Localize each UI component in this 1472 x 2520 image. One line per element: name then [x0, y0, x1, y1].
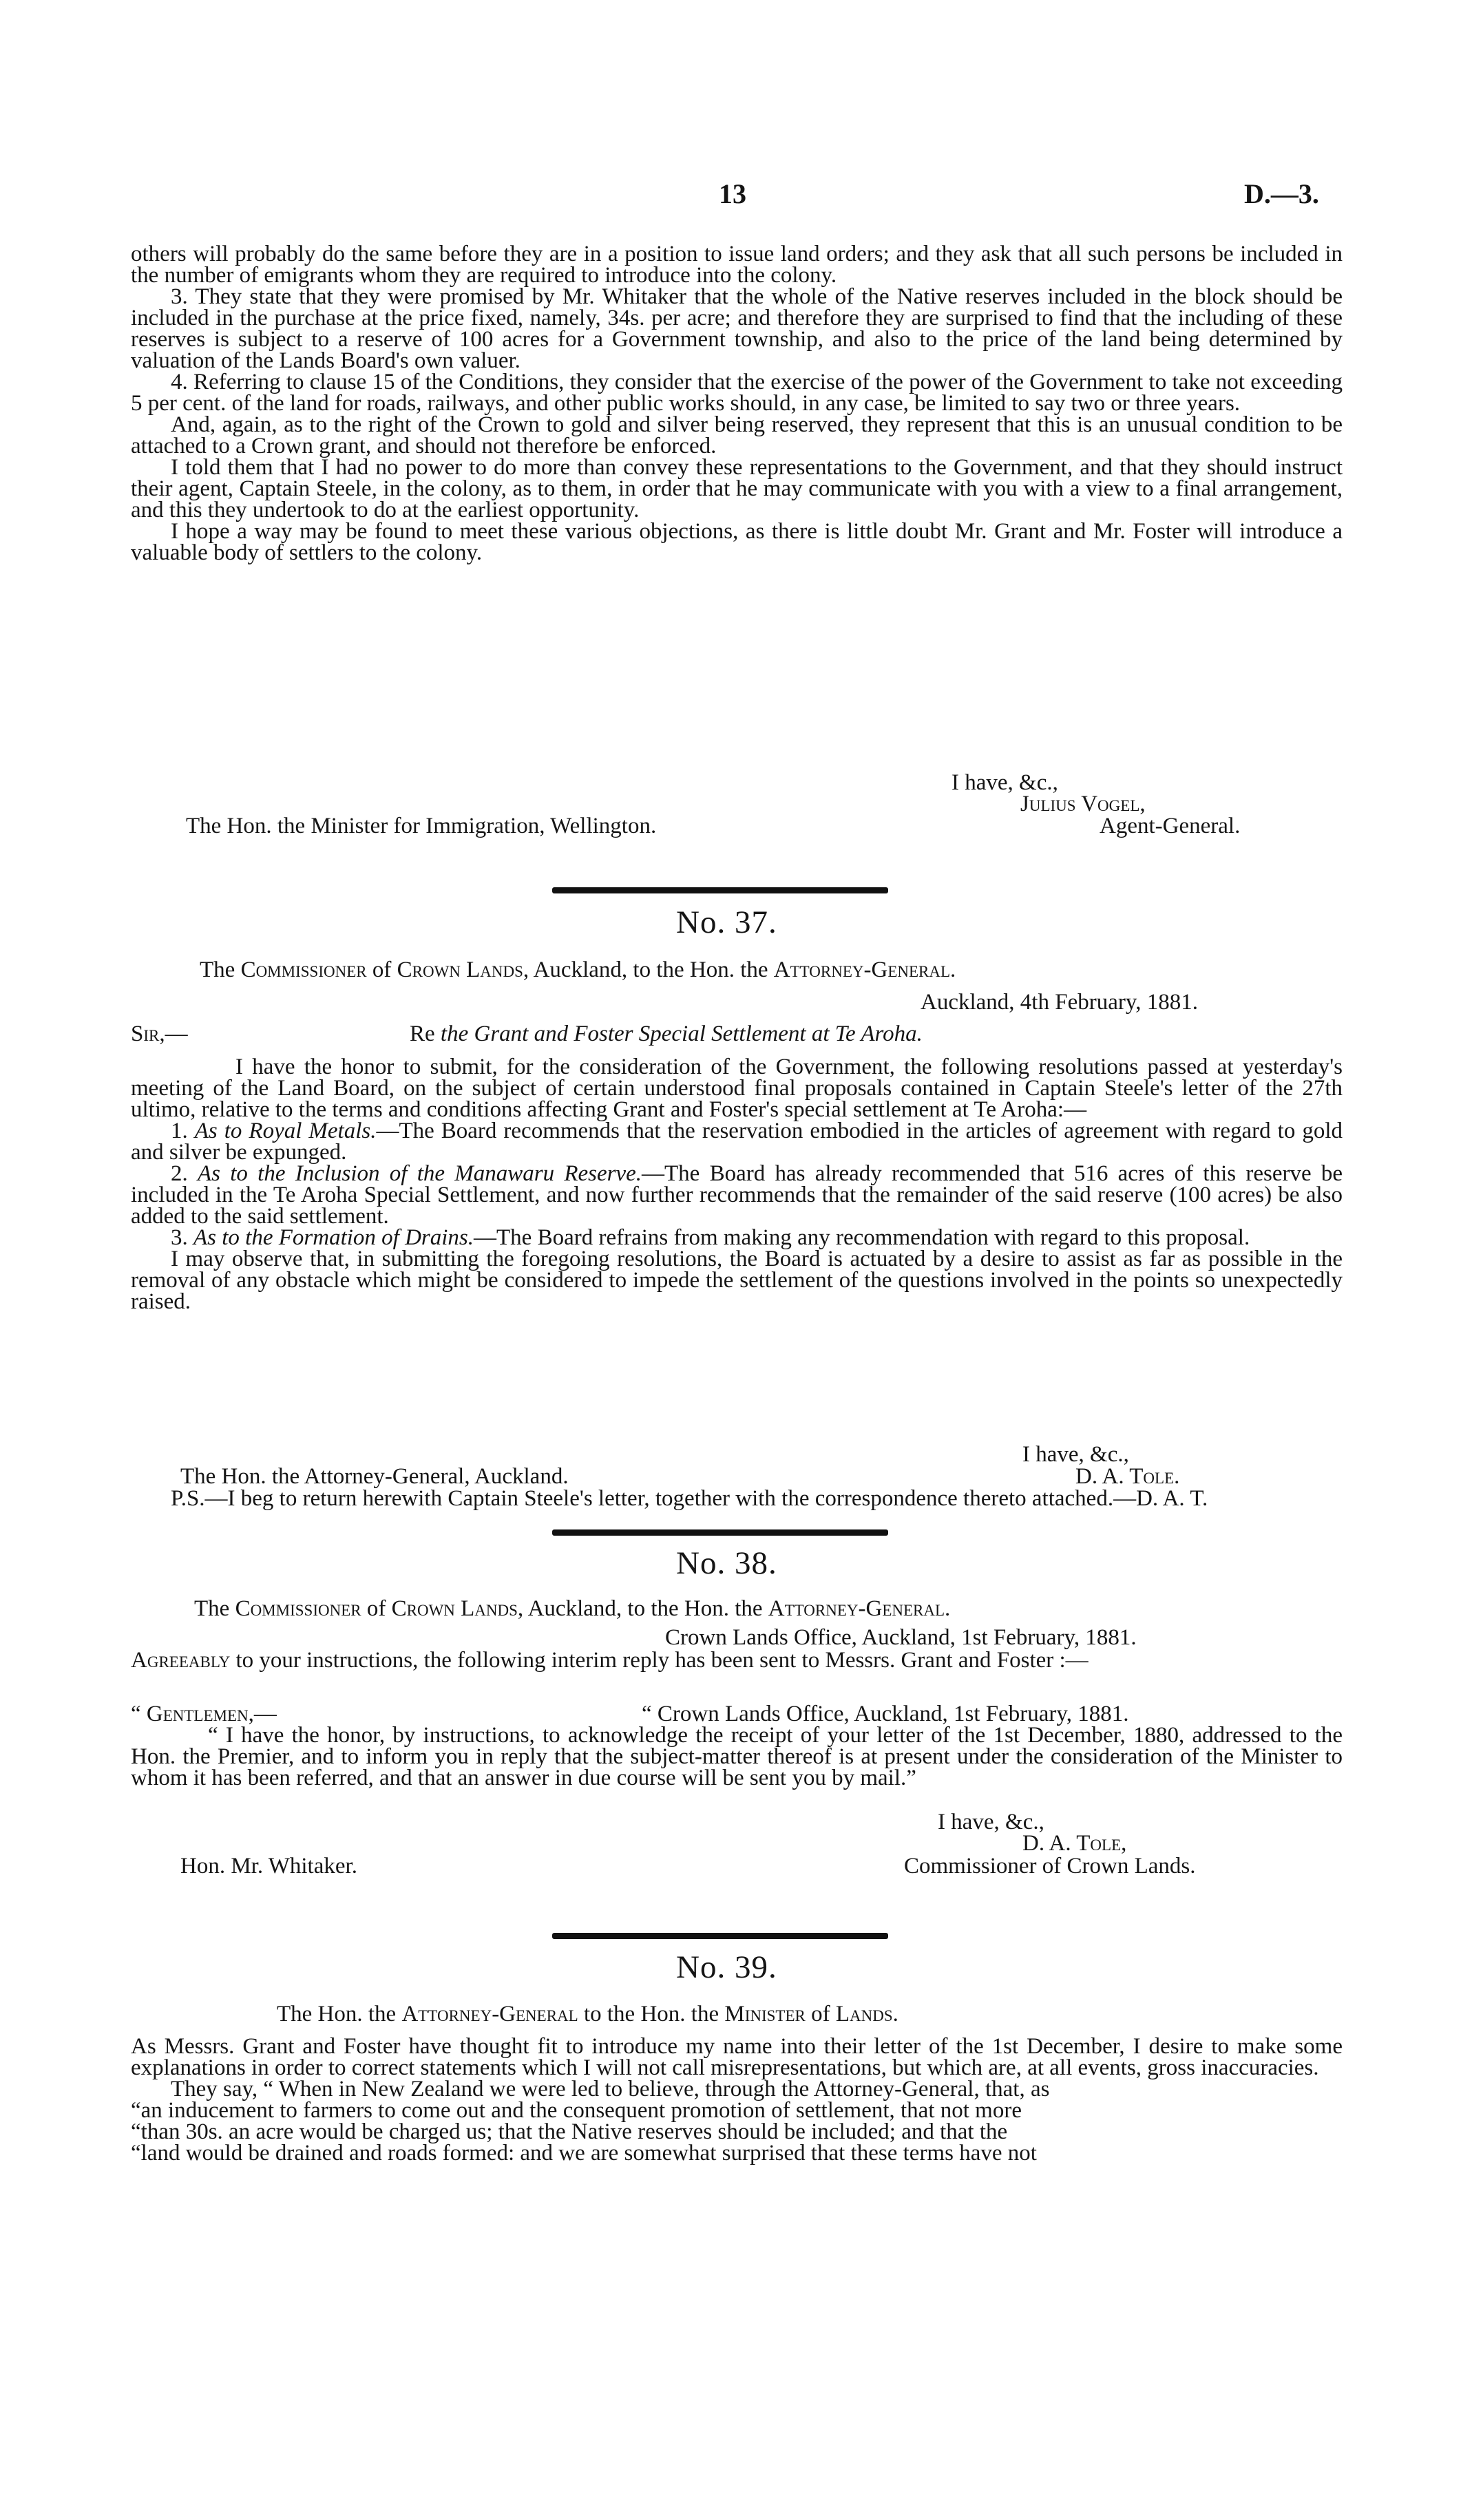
letter-38-opening-block [131, 1650, 1343, 1671]
heading-word: The [194, 1596, 230, 1621]
heading-word: The [200, 957, 235, 982]
quote-line [131, 2121, 1343, 2143]
continuation-paragraph-4: And, again, as to the right of the Crown to gold and silver being reserved, they represent that this is an unusual condition to be attached to a Crown grant, and should not therefore be enforced. [131, 412, 1343, 458]
item-text: —The Board refrains from making any recommendation with regard to this proposal. [474, 1225, 1250, 1250]
heading-word: to the Hon. the [583, 2002, 719, 2026]
heading-crown-lands: Crown Lands [391, 1596, 518, 1621]
section-divider [552, 1529, 888, 1536]
continuation-paragraph-3: 4. Referring to clause 15 of the Conditions, they consider that the exercise of the power of the Government to take not exceeding 5 per cent. of the land for roads, railways, and other public works should, in any case, be limited to say two or three years. [131, 370, 1343, 416]
letter-38-signatory-title: Commissioner of Crown Lands. [904, 1854, 1196, 1878]
quote-line-text: “land would be drained and roads formed: and we are somewhat surprised that these terms have not [131, 2141, 1037, 2166]
section-divider [552, 887, 888, 893]
heading-to: Attorney-General. [768, 1596, 951, 1621]
item-text: —The Board recommends that the reservation embodied in the articles of agreement with regard to gold and silver be expunged. [131, 1119, 1343, 1165]
opening-rest: to your instructions, the following interim reply has been sent to Messrs. Grant and Foster :— [230, 1648, 1089, 1673]
letter-37-place-date: Auckland, 4th February, 1881. [921, 990, 1198, 1015]
letter-38-closing: I have, &c., [938, 1810, 1044, 1834]
item-number: 3. [171, 1225, 188, 1250]
continuation-closing: I have, &c., [951, 770, 1058, 795]
heading-word: , Auckland, to the Hon. the [523, 957, 768, 982]
salutation: Sir,— [131, 1021, 188, 1046]
heading-word: of [372, 957, 392, 982]
heading-from: Commissioner [240, 957, 367, 982]
letter-37-item-3 [131, 1227, 1343, 1249]
letter-37-body [131, 1057, 1343, 1313]
continuation-signatory-title: Agent-General. [1100, 814, 1241, 838]
letter-39-paragraph-1: As Messrs. Grant and Foster have thought fit to introduce my name into their letter of the 1st December, I desire to make some explanations in order to correct statements which I will not call misrepresentations, but which are, at all events, gross inaccuracies. [131, 2034, 1343, 2080]
heading-word: of [366, 1596, 386, 1621]
letter-37-signatory: D. A. Tole. [1075, 1464, 1180, 1489]
letter-37-paragraph-1: I have the honor to submit, for the consideration of the Government, the following resolutions passed at yesterday's meeting of the Land Board, on the subject of certain understood final proposals contained in Captain Steele's letter of the 27th ultimo, relative to the terms and conditions affecting Grant and Foster's special settlement at Te Aroha:— [131, 1055, 1343, 1122]
letter-38-quote-place-date: “ Crown Lands Office, Auckland, 1st February, 1881. [642, 1702, 1129, 1726]
item-text: —The Board has already recommended that 516 acres of this reserve be included in the Te Aroha Special Settlement, and now further recommends that the remainder of the said reserve (100 acres) be also added to the said settlement. [131, 1161, 1343, 1229]
re-subject: the Grant and Foster Special Settlement at Te Aroha. [440, 1021, 923, 1046]
letter-38-heading [194, 1598, 950, 1620]
letter-38-quote-salutation: “ Gentlemen,— [131, 1702, 277, 1726]
quote-line-text: “an inducement to farmers to come out and the consequent promotion of settlement, that not more [131, 2098, 1022, 2123]
heading-lands: Lands. [835, 2002, 898, 2026]
heading-crown-lands: Crown Lands [397, 957, 523, 982]
letter-37-postscript: P.S.—I beg to return herewith Captain Steele's letter, together with the correspondence thereto attached.—D. A. T. [171, 1486, 1208, 1511]
heading-word: of [811, 2002, 830, 2026]
heading-from: Commissioner [235, 1596, 361, 1621]
letter-38-quote-block [131, 1725, 1343, 1789]
letter-37-item-1 [131, 1121, 1343, 1163]
re-label: Re [410, 1021, 435, 1046]
subject [410, 1021, 923, 1046]
letter-37-number: No. 37. [676, 904, 777, 940]
letter-37-heading [200, 957, 956, 982]
quote-line [131, 2100, 1343, 2121]
quote-line-text: “than 30s. an acre would be charged us; that the Native reserves should be included; and that the [131, 2119, 1008, 2144]
continuation-addressee: The Hon. the Minister for Immigration, Wellington. [186, 814, 657, 838]
letter-37-closing: I have, &c., [1022, 1442, 1129, 1467]
heading-to: Attorney-General. [773, 957, 956, 982]
continuation-paragraph-5: I told them that I had no power to do more than convey these representations to the Government, and that they should instruct their agent, Captain Steele, in the colony, as to them, in order that he may communicate with you with a view to a final arrangement, and this they undertook to do at the earliest opportunity. [131, 455, 1343, 522]
item-heading: As to the Formation of Drains. [193, 1225, 474, 1250]
letter-38-number: No. 38. [676, 1545, 777, 1581]
letter-37-item-2 [131, 1163, 1343, 1227]
letter-39-number: No. 39. [676, 1949, 777, 1985]
item-heading: As to Royal Metals. [194, 1119, 377, 1143]
section-divider [552, 1933, 888, 1939]
item-number: 2. [171, 1161, 188, 1186]
continuation-signatory: Julius Vogel, [1020, 792, 1146, 816]
item-heading: As to the Inclusion of the Manawaru Reserve. [198, 1161, 642, 1186]
heading-word: , Auckland, to the Hon. the [517, 1596, 763, 1621]
document-reference: D.—3. [1244, 178, 1319, 209]
heading-from: Attorney-General [401, 2002, 578, 2026]
heading-word: The Hon. the [277, 2002, 397, 2026]
continuation-paragraph-6: I hope a way may be found to meet these various objections, as there is little doubt Mr. Grant and Mr. Foster will introduce a valuable body of settlers to the colony. [131, 519, 1343, 565]
quote-line [131, 2143, 1343, 2164]
letter-38-opening [131, 1650, 1343, 1671]
page-number: 13 [719, 178, 746, 209]
heading-to: Minister [724, 2002, 806, 2026]
quote-line-text: They say, “ When in New Zealand we were led to believe, through the Attorney-General, that, as [171, 2077, 1050, 2101]
item-number: 1. [171, 1119, 188, 1143]
letter-39-body [131, 2036, 1343, 2164]
quote-line [131, 2079, 1343, 2100]
continuation-paragraph-2: 3. They state that they were promised by Mr. Whitaker that the whole of the Native reserves included in the block should be included in the purchase at the price fixed, namely, 34s. per acre; and therefore they are surprised to find that the including of these reserves is subject to a reserve of 100 acres for a Government township, and also to the price of the land being determined by valuation of the Lands Board's own valuer. [131, 284, 1343, 373]
letter-37-postscript-block [131, 1488, 1343, 1510]
letter-37-paragraph-2: I may observe that, in submitting the foregoing resolutions, the Board is actuated by a desire to assist as far as possible in the removal of any obstacle which might be considered to impede the settlement of the questions involved in the points so unexpectedly raised. [131, 1247, 1343, 1314]
letter-38-place-date: Crown Lands Office, Auckland, 1st February, 1881. [665, 1625, 1137, 1650]
letter-37-subject-line [131, 1021, 1343, 1046]
letter-37-addressee: The Hon. the Attorney-General, Auckland. [180, 1464, 569, 1489]
continuation-paragraph-1: others will probably do the same before they are in a position to issue land orders; and they ask that all such persons be included in the number of emigrants whom they are required to introduce into the colony. [131, 242, 1343, 288]
opening-lead: Agreeably [131, 1648, 231, 1673]
letter-38-addressee: Hon. Mr. Whitaker. [180, 1854, 357, 1878]
letter-38-signatory: D. A. Tole, [1022, 1831, 1127, 1856]
letter-39-heading [277, 2004, 898, 2025]
letter-38-quote-text: “ I have the honor, by instructions, to acknowledge the receipt of your letter of the 1st December, 1880, addressed to the Hon. the Premier, and to inform you in reply that the subject-matter thereof is at present under the consideration of the Minister to whom it has been referred, and that an answer in due course will be sent you by mail.” [131, 1723, 1343, 1790]
continuation-section [131, 244, 1343, 564]
